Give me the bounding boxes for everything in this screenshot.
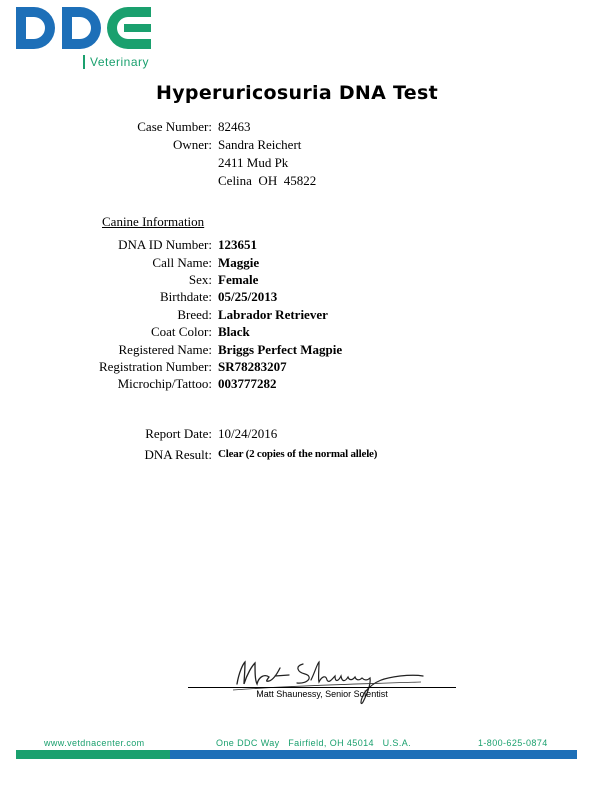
case-number-value: 82463 (218, 119, 251, 134)
ddc-logo (14, 3, 154, 53)
owner-name: Sandra Reichert (218, 137, 302, 152)
logo-c-bar (124, 24, 151, 32)
field-label: Call Name: (152, 255, 212, 270)
field-value: SR78283207 (218, 359, 287, 374)
footer-bar-blue (170, 750, 577, 759)
signature-line (188, 687, 456, 688)
signer-name: Matt Shaunessy, Senior Scientist (256, 689, 388, 699)
field-label: Sex: (188, 272, 212, 287)
field-value: 123651 (218, 237, 257, 252)
canine-info-heading: Canine Information (102, 214, 205, 229)
page-title: Hyperuricosuria DNA Test (156, 82, 438, 104)
case-number-label: Case Number: (137, 119, 212, 134)
field-value: Labrador Retriever (218, 307, 328, 322)
footer-bar-green (16, 750, 170, 759)
report-date-label: Report Date: (145, 426, 212, 441)
field-label: DNA ID Number: (118, 237, 212, 252)
field-label: Registration Number: (98, 359, 212, 374)
field-label: Microchip/Tattoo: (117, 376, 212, 391)
field-value: 003777282 (218, 376, 277, 391)
owner-label: Owner: (173, 137, 212, 152)
owner-address-line1: 2411 Mud Pk (218, 155, 289, 170)
logo-subtitle (83, 55, 149, 69)
field-label: Coat Color: (150, 324, 212, 339)
report-date-value: 10/24/2016 (218, 426, 278, 441)
field-label: Birthdate: (160, 289, 212, 304)
footer-phone: 1-800-625-0874 (478, 738, 548, 748)
footer-website[interactable]: www.vetdnacenter.com (44, 738, 145, 748)
signature (225, 650, 425, 710)
field-value: Maggie (218, 255, 260, 270)
logo-divider (83, 55, 85, 69)
field-value: Briggs Perfect Magpie (218, 342, 343, 357)
field-value: 05/25/2013 (218, 289, 278, 304)
logo-sub-text: Veterinary (90, 55, 150, 69)
dna-result-value: Clear (2 copies of the normal allele) (218, 448, 378, 460)
footer-address: One DDC Way Fairfield, OH 45014 U.S.A. (216, 738, 412, 748)
field-value: Female (218, 272, 259, 287)
field-label: Registered Name: (118, 342, 212, 357)
owner-address-line2: Celina OH 45822 (218, 173, 317, 188)
field-value: Black (218, 324, 250, 339)
field-label: Breed: (177, 307, 212, 322)
logo-letter-d2 (62, 7, 101, 49)
dna-result-label: DNA Result: (144, 447, 212, 462)
logo-letter-d1 (16, 7, 55, 49)
